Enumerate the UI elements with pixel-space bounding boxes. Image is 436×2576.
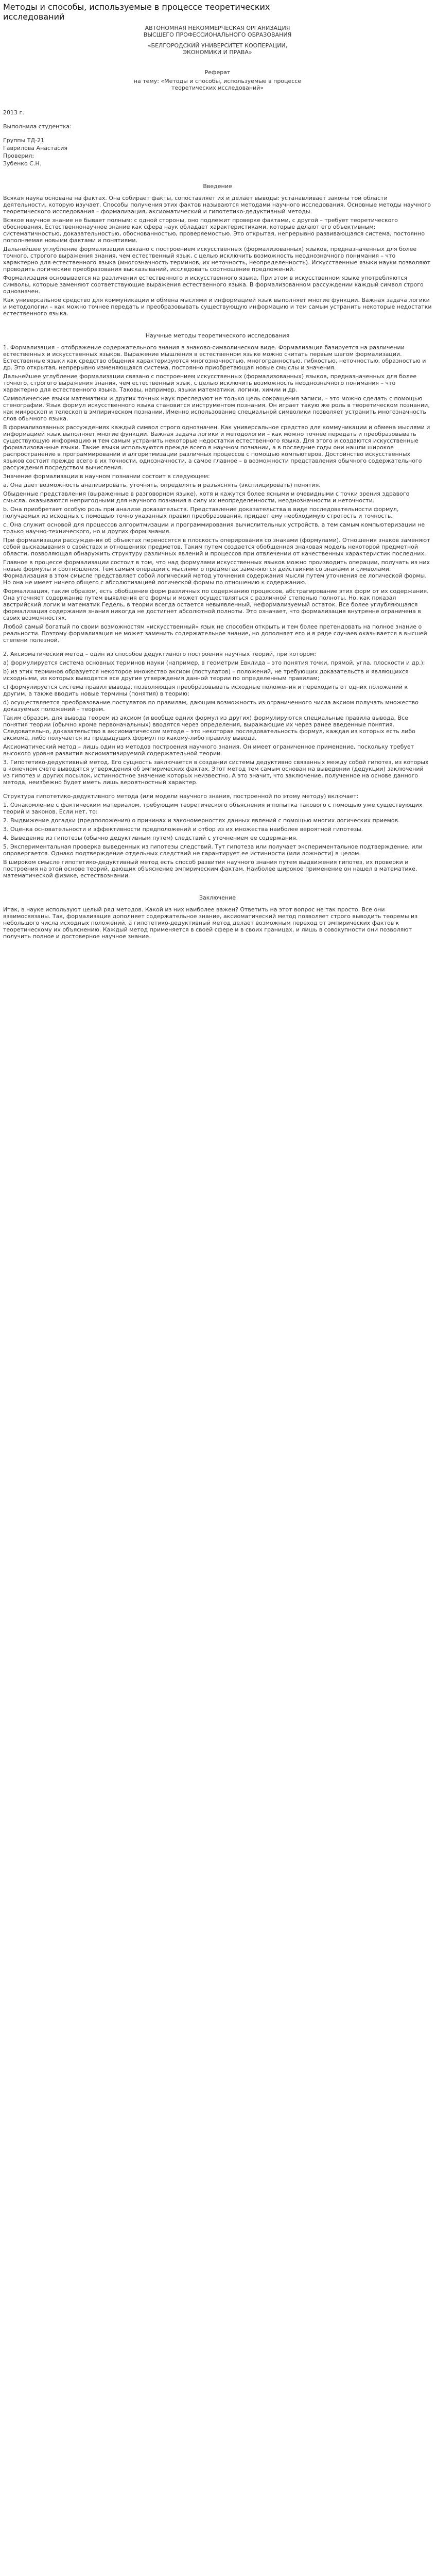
- meta-line: Группы ТД-21: [3, 137, 45, 144]
- paragraph: a) формулируется система основных терминов науки (например, в геометрии Евклида – это понятия точки, прямой, угла, плоскости и др.);: [3, 659, 425, 666]
- paragraph: Дальнейшее углубление формализации связано с построением искусственных (формализованных) языков, предназначенных для более точного, строгого выражения знания, чем естественный язык, с целью исключить возможность неоднозначного понимания – что характерно для естественного языка. Таковы, например, языки математики, логики, химии и др.: [3, 373, 417, 393]
- paragraph: Формализация, таким образом, есть обобщение форм различных по содержанию процессов, абстрагирование этих форм от их содержания. Она уточняет содержание путем выявления его формы и может осуществляться с различной степенью полноты. Но, как показал австрийский логик и математик Гедель, в теории всегда остается невыявленный, неформализуемый остаток. Все более углубляющаяся формализация содержания знания никогда не достигнет абсолютной полноты. Это означает, что формализация внутренне ограничена в своих возможностях.: [3, 588, 429, 621]
- year-text: 2013 г.: [3, 109, 24, 116]
- paragraph: 4. Выведение из гипотезы (обычно дедуктивным путем) следствий с уточнением ее содержания.: [3, 835, 298, 841]
- organization-line: АВТОНОМНАЯ НЕКОММЕРЧЕСКАЯ ОРГАНИЗАЦИЯ: [145, 25, 290, 31]
- paragraph: 5. Экспериментальная проверка выведенных из гипотезы следствий. Тут гипотеза или получает экспериментальное подтверждение, или опровергается. Однако подтверждение отдельных следствий не гарантирует ее истинности (или ложности) в целом.: [3, 843, 423, 857]
- meta-line: Проверил:: [3, 152, 34, 159]
- paragraph: a. Она дает возможность анализировать, уточнять, определять и разъяснять (эксплицировать) понятия.: [3, 482, 321, 488]
- section-heading: Заключение: [199, 894, 236, 901]
- page-title: Методы и способы, используемые в процессе теоретических исследований: [3, 2, 270, 22]
- paragraph: Любой самый богатый по своим возможностям «искусственный» язык не способен открыть и тем более претендовать на полное знание о реальности. Поэтому формализация не может заменить содержательное знание, но дополняет его и в ряде случаев оказывается в высшей степени полезной.: [3, 623, 427, 643]
- referat-topic: на тему: «Методы и способы, используемые в процессе теоретических исследований»: [133, 78, 302, 91]
- paragraph: 2. Выдвижение догадки (предположения) о причинах и закономерностях данных явлений с помощью многих логических приемов.: [3, 817, 400, 824]
- paragraph: Всякая наука основана на фактах. Она собирает факты, сопоставляет их и делает выводы: устанавливает законы той области деятельности, которую изучает. Способы получения этих фактов называются методами научного исследования. Основные методы научного теоретического исследования – формализация, аксиоматический и гипотетико-дедуктивный методы.: [3, 195, 431, 215]
- organization-block: [3, 25, 432, 56]
- referat-block: [3, 69, 432, 91]
- conclusion-section: [3, 894, 432, 940]
- paragraph: Обыденные представления (выраженные в разговорном языке), хотя и кажутся более ясными и очевидными с точки зрения здравого смысла, оказываются непригодными для научного познания в силу их неопределенности, неоднозначности и неточности.: [3, 490, 410, 504]
- paragraph: При формализации рассуждения об объектах переносятся в плоскость оперирования со знаками (формулами). Отношения знаков заменяют собой высказывания о свойствах и отношениях предметов. Таким путем создается обобщенная знаковая модель некоторой предметной области, позволяющая обнаружить структуру различных явлений и процессов при отвлечении от качественных характеристик последних.: [3, 537, 430, 557]
- paragraph: Дальнейшее углубление формализации связано с построением искусственных (формализованных) языков, предназначенных для более точного, строгого выражения знания, чем естественный язык, с целью исключить возможность неоднозначного понимания – что характерно для естественного языка (многозначность терминов, их неточность, неопределенность). Искусственные языки науки позволяют проводить логические преобразования высказываний, исследовать соотношение предложений.: [3, 246, 431, 273]
- section-heading: Научные методы теоретического исследования: [145, 332, 290, 339]
- paragraph: В широком смысле гипотетико-дедуктивный метод есть способ развития научного знания путем выдвижения гипотез, их проверки и построения на этой основе теорий, дающих объяснение эмпирическим фактам. Наиболее широкое применение он нашел в математике, математической физике, естествознании.: [3, 859, 417, 879]
- organization-line: ЭКОНОМИКИ И ПРАВА»: [183, 49, 252, 56]
- paragraph: 1. Формализация – отображение содержательного знания в знаково-символическом виде. Формализация базируется на различении естественных и искусственных языков. Выражение мышления в естественном языке можно считать первым шагом формализации. Естественные языки как средство общения характеризуются многозначностью, многогранностью, гибкостью, неточностью, образностью и др. Это открытая, непрерывно изменяющаяся система, постоянно приобретающая новые смыслы и значения.: [3, 344, 426, 371]
- paragraph: Как универсальное средство для коммуникации и обмена мыслями и информацией язык выполняет многие функции. Важная задача логики и методологии – как можно точнее передать и преобразовывать существующую информацию и тем самым устранить некоторые недостатки естественного языка.: [3, 297, 432, 317]
- organization-line: ВЫСШЕГО ПРОФЕССИОНАЛЬНОГО ОБРАЗОВАНИЯ: [143, 31, 292, 38]
- meta-line: Зубенко С.Н.: [3, 160, 42, 167]
- meta-line: [3, 130, 432, 137]
- paragraph: В формализованных рассуждениях каждый символ строго однозначен. Как универсальное средство для коммуникации и обмена мыслями и информацией язык выполняет многие функции. Важная задача логики и методологии – как можно точнее передать и преобразовывать существующую информацию и тем самым устранить некоторые недостатки естественного языка. Для этого и создаются искусственные формализованные языки. Такие языки используются прежде всего в научном познании, а в последние годы они нашли широкое распространение в программировании и алгоритмизации различных процессов с помощью компьютеров. Достоинство искусственных языков состоит прежде всего в их точности, однозначности, а самое главное – в возможности представления обычного содержательного рассуждения посредством вычисления.: [3, 424, 430, 471]
- section-heading: Введение: [203, 183, 232, 190]
- paragraph: c. Она служит основой для процессов алгоритмизации и программирования вычислительных устройств, а тем самым компьютеризации не только научно-технического, но и других форм знания.: [3, 521, 425, 535]
- paragraph: b. Она приобретает особую роль при анализе доказательств. Представление доказательства в виде последовательности формул, получаемых из исходных с помощью точно указанных правил преобразования, придает ему необходимую строгость и точность.: [3, 506, 399, 519]
- methods-body: [3, 344, 432, 879]
- intro-section: [3, 183, 432, 317]
- paragraph: Формализация основывается на различении естественного и искусственного языка. При этом в искусственном языке употребляются символы, которые заменяют соответствующие выражения естественного языка. В формализованном рассуждении каждый символ строго однозначен.: [3, 275, 424, 295]
- meta-block: [3, 109, 432, 167]
- paragraph: Итак, в науке используют целый ряд методов. Какой из них наиболее важен? Ответить на этот вопрос не так просто. Все они взаимосвязаны. Так, формализация дополняет содержательное знание, аксиоматический метод позволяет строго выводить теоремы из небольшого числа исходных положений, а гипотетико-дедуктивный метод делает возможным переход от эмпирических фактов к теоретическому их объяснению. Каждый метод применяется в своей сфере и в своих границах, и лишь в совокупности они позволяют получить полное и достоверное научное знание.: [3, 906, 418, 940]
- meta-line: Гаврилова Анастасия: [3, 145, 68, 151]
- paragraph: c) формулируется система правил вывода, позволяющая преобразовывать исходные положения и переходить от одних положений к другим, а также вводить новые термины (понятия) в теорию;: [3, 684, 408, 697]
- paragraph: Главное в процессе формализации состоит в том, что над формулами искусственных языков можно производить операции, получать из них новые формулы и соотношения. Тем самым операции с мыслями о предметах заменяются действиями со знаками и символами. Формализация в этом смысле представляет собой логический метод уточнения содержания мысли путем уточнения ее логической формы. Но она не имеет ничего общего с абсолютизацией логической формы по отношению к содержанию.: [3, 559, 430, 586]
- conclusion-body: [3, 906, 432, 940]
- paragraph: 2. Аксиоматический метод – один из способов дедуктивного построения научных теорий, при котором:: [3, 651, 317, 657]
- paragraph: 1. Ознакомление с фактическим материалом, требующим теоретического объяснения и попытка такового с помощью уже существующих теорий и законов. Если нет, то:: [3, 802, 423, 815]
- intro-body: [3, 195, 432, 317]
- paragraph: Всякое научное знание не бывает полным: с одной стороны, оно подлежит проверке фактами, с другой – требует теоретического обоснования. Естественнонаучное знание как сфера наук обладает характеристиками, которые делают его объективным: систематичностью, доказательностью, обоснованностью, проверяемостью. Это открытая, непрерывно развивающаяся система, постоянно пополняемая новыми фактами и понятиями.: [3, 217, 425, 244]
- referat-label: Реферат: [204, 69, 231, 76]
- paragraph: 3. Гипотетико-дедуктивный метод. Его сущность заключается в создании системы дедуктивно связанных между собой гипотез, из которых в конечном счете выводятся утверждения об эмпирических фактах. Этот метод тем самым основан на выведении (дедукции) заключений из гипотез и других посылок, истинностное значение которых неизвестно. А это значит, что заключение, полученное на основе данного метода, неизбежно будет иметь лишь вероятностный характер.: [3, 759, 429, 786]
- meta-line: Выполнила студентка:: [3, 123, 72, 130]
- paragraph: Структура гипотетико-дедуктивного метода (или модели научного знания, построенной по этому методу) включает:: [3, 793, 359, 800]
- paragraph: 3. Оценка основательности и эффективности предположений и отбор из их множества наиболее вероятной гипотезы.: [3, 826, 363, 833]
- methods-section: [3, 332, 432, 879]
- organization-line: «БЕЛГОРОДСКИЙ УНИВЕРСИТЕТ КООПЕРАЦИИ,: [147, 42, 288, 49]
- paragraph: Значение формализации в научном познании состоит в следующем:: [3, 473, 210, 480]
- paragraph: d) осуществляется преобразование постулатов по правилам, дающим возможность из ограниченного числа аксиом получать множество доказуемых положений – теорем.: [3, 699, 418, 713]
- paragraph: Символические языки математики и других точных наук преследуют не только цель сокращения записи, – это можно сделать с помощью стенографии. Язык формул искусственного языка становится инструментом познания. Он играет такую же роль в теоретическом познании, как микроскоп и телескоп в эмпирическом познании. Именно использование специальной символики позволяет устранить многозначность слов обычного языка.: [3, 395, 430, 422]
- paragraph: b) из этих терминов образуется некоторое множество аксиом (постулатов) – положений, не требующих доказательств и являющихся исходными, из которых выводятся все другие утверждения данной теории по определенным правилам;: [3, 668, 409, 682]
- paragraph: Аксиоматический метод – лишь один из методов построения научного знания. Он имеет ограниченное применение, поскольку требует высокого уровня развития аксиоматизируемой содержательной теории.: [3, 743, 414, 757]
- paragraph: Таким образом, для вывода теорем из аксиом (и вообще одних формул из других) формулируются специальные правила вывода. Все понятия теории (обычно кроме первоначальных) вводятся через определения, выражающие их через ранее введенные понятия. Следовательно, доказательство в аксиоматическом методе – это некоторая последовательность формул, каждая из которых есть либо аксиома, либо получается из предыдущих формул по какому-либо правилу вывода.: [3, 715, 415, 741]
